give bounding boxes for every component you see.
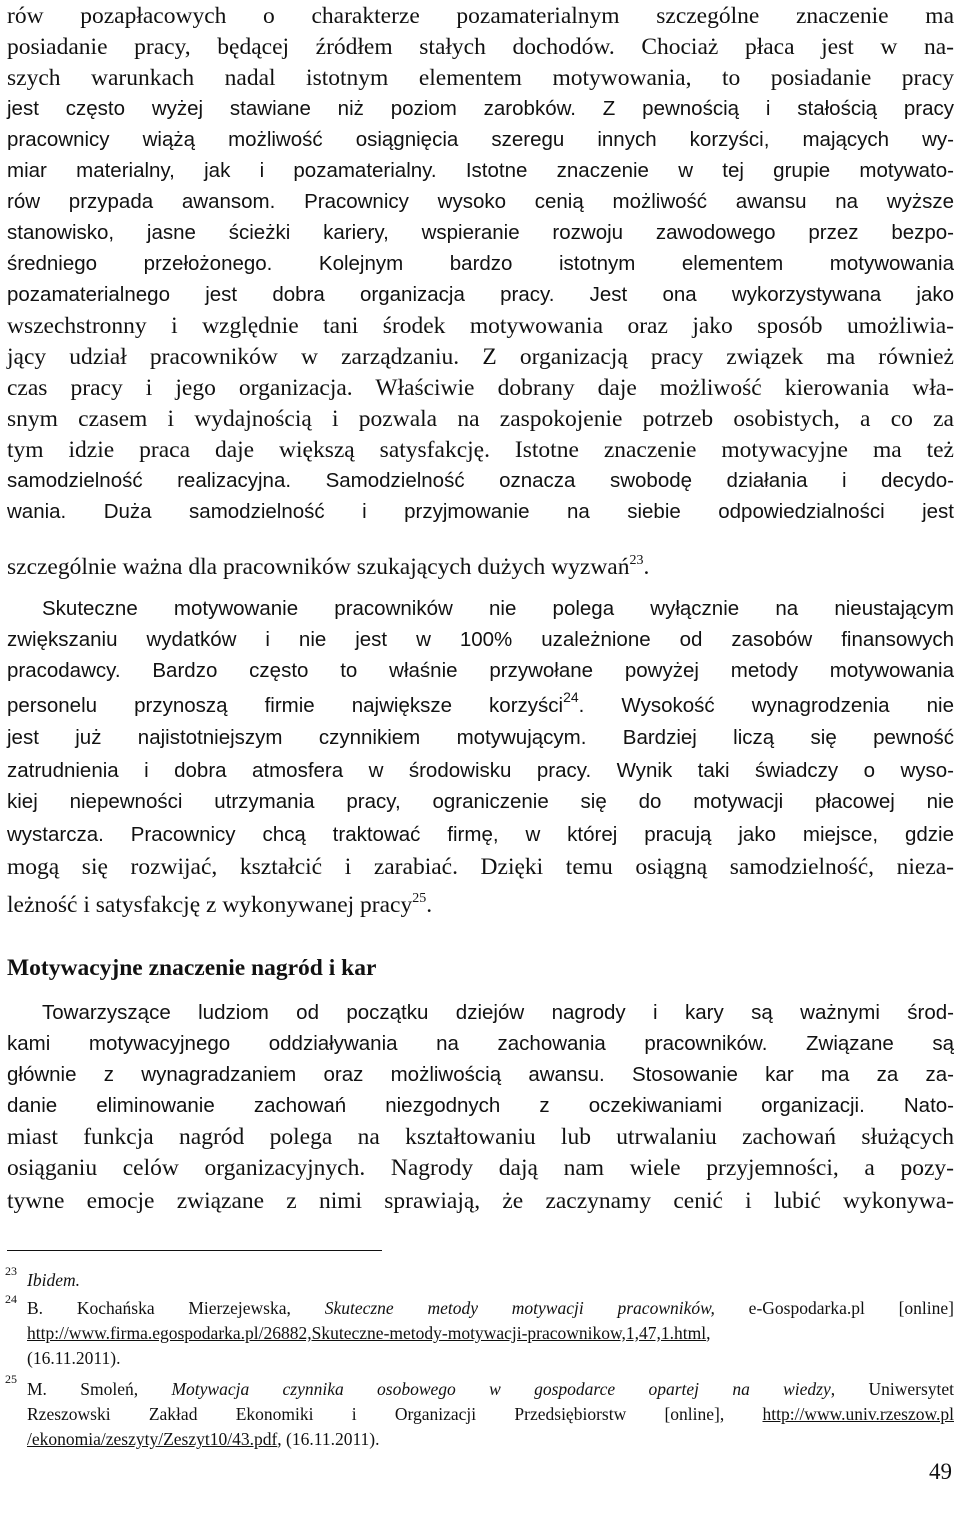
footnote-author: B. Kochańska Mierzejewska, — [27, 1298, 325, 1318]
footnote-ref-23[interactable]: 23 — [629, 553, 644, 568]
text-line: jest często wyżej stawiane niż poziom zarobków. Z pewnością i stałością pracy — [7, 97, 954, 120]
footnote-text — [27, 1402, 954, 1427]
text-line: zatrudnienia i dobra atmosfera w środowisku pracy. Wynik taki świadczy o wyso- — [7, 759, 954, 782]
footnote-publisher: , Uniwersytet — [830, 1379, 954, 1399]
footnote-ref-24[interactable]: 24 — [563, 689, 579, 705]
text-line: stanowisko, jasne ścieżki kariery, wspieranie rozwoju zawodowego przez bezpo- — [7, 221, 954, 244]
text-line — [7, 690, 954, 722]
footnote-source: Rzeszowski Zakład Ekonomiki i Organizacji Przedsiębiorstw [online], — [27, 1404, 763, 1424]
text-line: danie eliminowanie zachowań niezgodnych z oczekiwaniami organizacji. Nato- — [7, 1094, 954, 1117]
footnote-link[interactable]: /ekonomia/zeszyty/Zeszyt10/43.pdf — [27, 1429, 278, 1449]
text-segment: . Wysokość wynagrodzenia nie — [578, 694, 954, 717]
footnote-divider — [7, 1250, 382, 1251]
text-line: wystarcza. Pracownicy chcą traktować firmę, w której pracują jako miejsce, gdzie — [7, 823, 954, 846]
text-line: rów przypada awansom. Pracownicy wysoko cenią możliwość awansu na wyższe — [7, 190, 954, 213]
footnote-text — [27, 1321, 954, 1346]
text-line: pracownicy wiążą możliwość osiągnięcia szeregu innych korzyści, mających wy- — [7, 128, 954, 151]
text-line: średniego przełożonego. Kolejnym bardzo istotnym elementem motywowania — [7, 252, 954, 275]
text-line: wania. Duża samodzielność i przyjmowanie na siebie odpowiedzialności jest — [7, 500, 954, 523]
footnote-punct: , — [706, 1323, 711, 1343]
footnote-italic: Ibidem. — [27, 1270, 80, 1290]
text-line: miar materialny, jak i pozamaterialny. Istotne znaczenie w tej grupie motywato- — [7, 159, 954, 182]
text-line: pracodawcy. Bardzo często to właśnie przywołane powyżej metody motywowania — [7, 659, 954, 682]
footnote-source: e-Gospodarka.pl [online] — [714, 1298, 955, 1318]
text-line: szych warunkach nadal istotnym elementem motywowania, to posiadanie pracy — [7, 65, 954, 91]
footnote-text — [27, 1296, 954, 1321]
footnote-ref-25[interactable]: 25 — [412, 891, 427, 906]
text-line: snym czasem i wydajnością i pozwala na zaspokojenie potrzeb osobistych, a co za — [7, 406, 954, 432]
text-segment: personelu przynoszą firmie największe korzyści — [7, 694, 564, 717]
text-line: Towarzyszące ludziom od początku dziejów nagrody i kary są ważnymi środ- — [42, 1001, 954, 1024]
footnote-title: Motywacja czynnika osobowego w gospodarce opartej na wiedzy — [171, 1379, 831, 1399]
footnote-number: 23 — [5, 1264, 17, 1278]
text-line: miast funkcja nagród polega na kształtowaniu lub utrwalaniu zachowań służących — [7, 1124, 954, 1150]
text-segment: leżność i satysfakcję z wykonywanej pracy — [7, 892, 413, 918]
text-segment: . — [426, 892, 433, 918]
text-line — [7, 889, 954, 921]
text-line: osiąganiu celów organizacyjnych. Nagrody dają nam wiele przyjemności, a pozy- — [7, 1155, 954, 1181]
footnote-title: Skuteczne metody motywacji pracowników, — [324, 1298, 715, 1318]
text-line — [7, 551, 954, 583]
footnote-text — [27, 1427, 954, 1452]
text-line: pozamaterialnego jest dobra organizacja pracy. Jest ona wykorzystywana jako — [7, 283, 954, 306]
text-line: posiadanie pracy, będącej źródłem stałych dochodów. Chociaż płaca jest w na- — [7, 34, 954, 60]
footnote-link[interactable]: http://www.univ.rzeszow.pl — [762, 1404, 954, 1424]
text-line: kami motywacyjnego oddziaływania na zachowania pracowników. Związane są — [7, 1032, 954, 1055]
footnote-date: , (16.11.2011). — [277, 1429, 380, 1449]
text-line: czas pracy i jego organizacja. Właściwie dobrany daje możliwość kierowania wła- — [7, 375, 954, 401]
text-line: tywne emocje związane z nimi sprawiają, że zaczynamy cenić i lubić wykonywa- — [7, 1188, 954, 1214]
text-line: jący udział pracowników w zarządzaniu. Z organizacją pracy związek ma również — [7, 344, 954, 370]
footnote-author: M. Smoleń, — [27, 1379, 172, 1399]
text-line: tym idzie praca daje większą satysfakcję. Istotne znaczenie motywacyjne ma też — [7, 437, 954, 463]
footnote-number: 25 — [5, 1372, 17, 1386]
text-segment: szczególnie ważna dla pracowników szukających dużych wyzwań — [7, 554, 630, 580]
footnote-link[interactable]: http://www.firma.egospodarka.pl/26882,Skuteczne-metody-motywacji-pracownikow,1,47,1.html — [27, 1323, 707, 1343]
footnote-text — [27, 1377, 954, 1402]
page-number: 49 — [929, 1459, 952, 1484]
footnote-text — [27, 1268, 954, 1293]
text-line: wszechstronny i względnie tani środek motywowania oraz jako sposób umożliwia- — [7, 313, 954, 339]
text-line: jest już najistotniejszym czynnikiem motywującym. Bardziej liczą się pewność — [7, 726, 954, 749]
footnote-number: 24 — [5, 1292, 17, 1306]
section-heading: Motywacyjne znaczenie nagród i kar — [7, 955, 377, 981]
text-line: głównie z wynagradzaniem oraz możliwością awansu. Stosowanie kar ma za za- — [7, 1063, 954, 1086]
text-line: mogą się rozwijać, kształcić i zarabiać. Dzięki temu osiągną samodzielność, nieza- — [7, 854, 954, 880]
text-line: rów pozapłacowych o charakterze pozamaterialnym szczególne znaczenie ma — [7, 3, 954, 29]
text-line: Skuteczne motywowanie pracowników nie polega wyłącznie na nieustającym — [42, 597, 954, 620]
text-line: samodzielność realizacyjna. Samodzielność oznacza swobodę działania i decydo- — [7, 469, 954, 492]
text-line: zwiększaniu wydatków i nie jest w 100% uzależnione od zasobów finansowych — [7, 628, 954, 651]
text-line: kiej niepewności utrzymania pracy, ograniczenie się do motywacji płacowej nie — [7, 790, 954, 813]
footnote-text: (16.11.2011). — [27, 1348, 121, 1368]
text-segment: . — [643, 554, 650, 580]
